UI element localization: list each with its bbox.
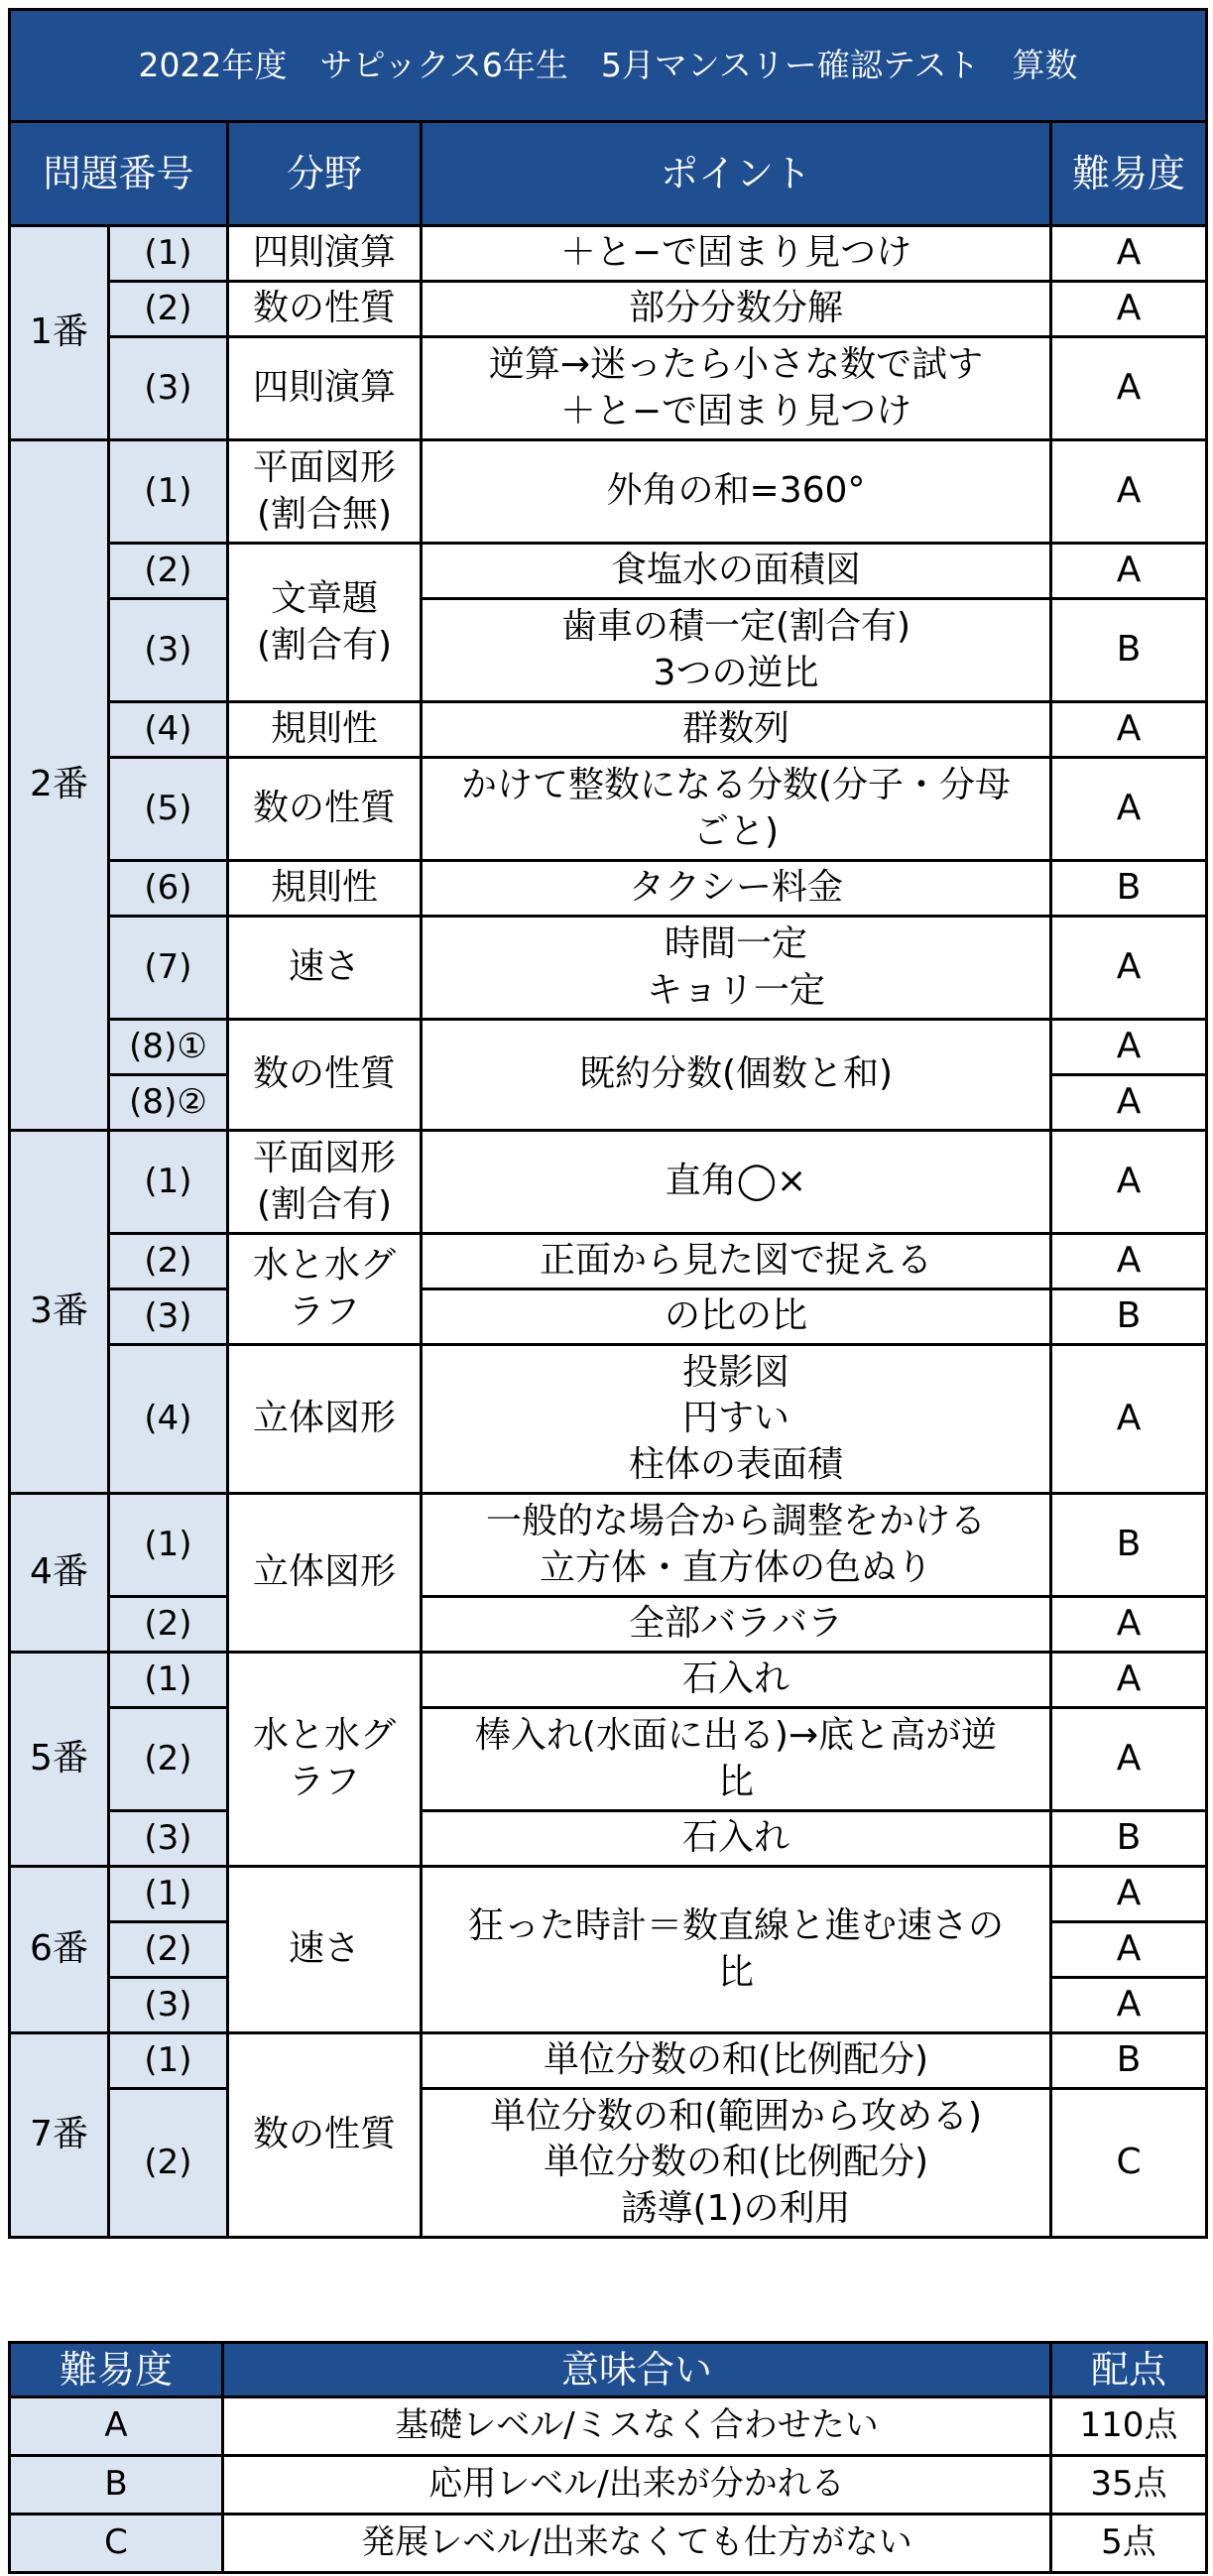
page-title: 2022年度 サピックス6年生 5月マンスリー確認テスト 算数 <box>10 10 1207 122</box>
field-cell: 数の性質 <box>228 2033 422 2238</box>
sub-number: (1) <box>109 1867 228 1922</box>
table-row <box>10 1494 1207 1597</box>
point-line: ＋と−で固まり見つけ <box>559 390 912 431</box>
point-cell <box>422 1867 1051 2033</box>
point-line: 食塩水の面積図 <box>610 550 861 591</box>
table-row <box>10 1020 1207 1075</box>
difficulty-cell: A <box>1051 1922 1207 1978</box>
section-label: 3番 <box>10 1131 109 1494</box>
sub-number: (3) <box>109 599 228 702</box>
difficulty-cell: A <box>1051 226 1207 282</box>
point-line: 比 <box>717 1761 754 1802</box>
table-row <box>10 1708 1207 1811</box>
sub-number: (8)② <box>109 1075 228 1131</box>
legend-header-meaning: 意味合い <box>223 2343 1051 2397</box>
point-line: 柱体の表面積 <box>628 1443 843 1485</box>
difficulty-legend-table <box>8 2341 1208 2574</box>
difficulty-cell: C <box>1051 2089 1207 2238</box>
point-cell <box>422 1597 1051 1653</box>
section-label: 2番 <box>10 440 109 1131</box>
field-cell <box>228 1653 422 1867</box>
section-label: 6番 <box>10 1867 109 2033</box>
point-line: 立方体・直方体の色ぬり <box>539 1546 932 1588</box>
difficulty-cell: B <box>1051 599 1207 702</box>
sub-number: (2) <box>109 2089 228 2238</box>
point-cell <box>422 544 1051 599</box>
section-label: 5番 <box>10 1653 109 1867</box>
point-line: 時間一定 <box>664 923 807 965</box>
sub-number: (1) <box>109 2033 228 2089</box>
difficulty-cell: A <box>1051 1345 1207 1494</box>
field-line: ラフ <box>288 1761 360 1802</box>
point-line: 群数列 <box>681 708 789 750</box>
field-line: ラフ <box>288 1290 360 1332</box>
point-line: 歯車の積一定(割合有) <box>560 606 911 648</box>
field-line: 水と水グ <box>252 1715 396 1757</box>
point-line: かけて整数になる分数(分子・分母 <box>460 765 1012 806</box>
legend-level: C <box>10 2515 223 2573</box>
point-cell <box>422 1811 1051 1867</box>
legend-meaning: 基礎レベル/ミスなく合わせたい <box>223 2397 1051 2456</box>
table-row <box>10 1597 1207 1653</box>
difficulty-cell: A <box>1051 1020 1207 1075</box>
difficulty-cell: A <box>1051 282 1207 337</box>
point-cell <box>422 1234 1051 1289</box>
field-cell: 速さ <box>228 1867 422 2033</box>
table-row <box>10 917 1207 1020</box>
problem-analysis-table <box>8 8 1208 2239</box>
legend-row <box>10 2515 1207 2573</box>
sub-number: (1) <box>109 1131 228 1234</box>
field-cell <box>228 440 422 544</box>
header-point: ポイント <box>422 122 1051 226</box>
field-cell: 数の性質 <box>228 282 422 337</box>
legend-header-points: 配点 <box>1051 2343 1207 2397</box>
difficulty-cell: A <box>1051 1075 1207 1131</box>
field-cell <box>228 1131 422 1234</box>
legend-row <box>10 2397 1207 2456</box>
field-cell: 数の性質 <box>228 758 422 861</box>
point-cell <box>422 1131 1051 1234</box>
table-row <box>10 758 1207 861</box>
point-cell <box>422 1020 1051 1131</box>
table-row <box>10 282 1207 337</box>
difficulty-cell: B <box>1051 861 1207 917</box>
point-line: 既約分数(個数と和) <box>578 1053 894 1095</box>
sub-number: (2) <box>109 1708 228 1811</box>
point-cell <box>422 1345 1051 1494</box>
point-cell <box>422 2089 1051 2238</box>
point-line: 部分分数分解 <box>628 288 843 329</box>
point-cell <box>422 917 1051 1020</box>
point-cell <box>422 1494 1051 1597</box>
point-line: 外角の和=360° <box>606 470 866 512</box>
sub-number: (2) <box>109 1234 228 1289</box>
difficulty-cell: B <box>1051 1811 1207 1867</box>
point-cell <box>422 226 1051 282</box>
point-line: 棒入れ(水面に出る)→底と高が逆 <box>474 1715 998 1757</box>
sub-number: (1) <box>109 440 228 544</box>
legend-meaning: 発展レベル/出来なくても仕方がない <box>223 2515 1051 2573</box>
difficulty-cell: A <box>1051 1708 1207 1811</box>
difficulty-cell: A <box>1051 1597 1207 1653</box>
sub-number: (3) <box>109 1289 228 1345</box>
sub-number: (7) <box>109 917 228 1020</box>
difficulty-cell: A <box>1051 702 1207 758</box>
table-row <box>10 2089 1207 2238</box>
point-cell <box>422 337 1051 440</box>
point-line: タクシー料金 <box>628 867 843 909</box>
field-line: 平面図形 <box>252 447 396 489</box>
header-number: 問題番号 <box>10 122 228 226</box>
field-cell: 規則性 <box>228 861 422 917</box>
point-line: 一般的な場合から調整をかける <box>485 1501 986 1542</box>
point-line: 単位分数の和(比例配分) <box>543 2142 929 2183</box>
legend-points: 5点 <box>1051 2515 1207 2573</box>
table-row <box>10 440 1207 544</box>
table-row <box>10 861 1207 917</box>
point-line: 比 <box>717 1951 754 1993</box>
field-line: (割合無) <box>256 493 393 535</box>
field-cell: 立体図形 <box>228 1494 422 1653</box>
section-label: 7番 <box>10 2033 109 2238</box>
point-cell <box>422 282 1051 337</box>
sub-number: (4) <box>109 702 228 758</box>
sub-number: (3) <box>109 1811 228 1867</box>
section-label: 1番 <box>10 226 109 440</box>
table-row <box>10 1653 1207 1708</box>
difficulty-cell: A <box>1051 544 1207 599</box>
table-row <box>10 1811 1207 1867</box>
sub-number: (3) <box>109 1978 228 2033</box>
table-row <box>10 702 1207 758</box>
legend-level: B <box>10 2456 223 2515</box>
table-row <box>10 1867 1207 1922</box>
difficulty-cell: B <box>1051 1494 1207 1597</box>
sub-number: (2) <box>109 1922 228 1978</box>
table-row <box>10 1131 1207 1234</box>
point-line: 石入れ <box>681 1658 789 1700</box>
field-cell: 規則性 <box>228 702 422 758</box>
difficulty-cell: A <box>1051 440 1207 544</box>
sub-number: (2) <box>109 1597 228 1653</box>
legend-points: 110点 <box>1051 2397 1207 2456</box>
field-line: 文章題 <box>270 578 378 620</box>
header-field: 分野 <box>228 122 422 226</box>
difficulty-cell: A <box>1051 337 1207 440</box>
legend-points: 35点 <box>1051 2456 1207 2515</box>
point-line: 全部バラバラ <box>628 1603 843 1645</box>
point-line: 逆算→迷ったら小さな数で試す <box>488 344 984 386</box>
point-line: キョリ一定 <box>646 969 825 1011</box>
legend-level: A <box>10 2397 223 2456</box>
table-row <box>10 599 1207 702</box>
table-row <box>10 337 1207 440</box>
point-line: 3つの逆比 <box>653 652 819 693</box>
sub-number: (1) <box>109 226 228 282</box>
difficulty-cell: B <box>1051 2033 1207 2089</box>
field-line: 水と水グ <box>252 1245 396 1287</box>
legend-header-difficulty: 難易度 <box>10 2343 223 2397</box>
sub-number: (5) <box>109 758 228 861</box>
point-line: 正面から見た図で捉える <box>539 1240 932 1282</box>
table-row <box>10 226 1207 282</box>
point-cell <box>422 1708 1051 1811</box>
difficulty-cell: A <box>1051 1653 1207 1708</box>
point-cell <box>422 861 1051 917</box>
field-cell: 速さ <box>228 917 422 1020</box>
difficulty-cell: A <box>1051 1234 1207 1289</box>
field-cell: 四則演算 <box>228 226 422 282</box>
sub-number: (3) <box>109 337 228 440</box>
header-difficulty: 難易度 <box>1051 122 1207 226</box>
table-row <box>10 544 1207 599</box>
point-line: 単位分数の和(比例配分) <box>543 2039 929 2081</box>
field-cell: 立体図形 <box>228 1345 422 1494</box>
difficulty-cell: A <box>1051 1978 1207 2033</box>
point-cell <box>422 702 1051 758</box>
point-cell <box>422 599 1051 702</box>
field-cell: 数の性質 <box>228 1020 422 1131</box>
sub-number: (2) <box>109 282 228 337</box>
sub-number: (2) <box>109 544 228 599</box>
point-line: 誘導(1)の利用 <box>621 2187 851 2229</box>
point-line: 投影図 <box>681 1352 789 1394</box>
field-line: (割合有) <box>256 1183 393 1225</box>
sub-number: (8)① <box>109 1020 228 1075</box>
field-cell <box>228 544 422 702</box>
difficulty-cell: A <box>1051 1867 1207 1922</box>
point-line: 狂った時計＝数直線と進む速さの <box>467 1905 1004 1947</box>
point-line: 単位分数の和(範囲から攻める) <box>489 2096 983 2138</box>
point-line: ごと) <box>692 810 780 852</box>
sub-number: (1) <box>109 1494 228 1597</box>
point-line: 直角◯× <box>665 1161 807 1202</box>
section-label: 4番 <box>10 1494 109 1653</box>
table-row <box>10 2033 1207 2089</box>
point-cell <box>422 1653 1051 1708</box>
table-row <box>10 1345 1207 1494</box>
difficulty-cell: A <box>1051 1131 1207 1234</box>
table-row <box>10 1234 1207 1289</box>
difficulty-cell: A <box>1051 758 1207 861</box>
point-cell <box>422 758 1051 861</box>
point-cell <box>422 1289 1051 1345</box>
sub-number: (6) <box>109 861 228 917</box>
difficulty-cell: A <box>1051 917 1207 1020</box>
point-line: 石入れ <box>681 1817 789 1859</box>
point-line: の比の比 <box>664 1295 807 1337</box>
table-row <box>10 1289 1207 1345</box>
field-cell: 四則演算 <box>228 337 422 440</box>
legend-row <box>10 2456 1207 2515</box>
difficulty-cell: B <box>1051 1289 1207 1345</box>
field-cell <box>228 1234 422 1345</box>
field-line: 平面図形 <box>252 1138 396 1179</box>
legend-meaning: 応用レベル/出来が分かれる <box>223 2456 1051 2515</box>
sub-number: (4) <box>109 1345 228 1494</box>
point-line: ＋と−で固まり見つけ <box>559 232 912 274</box>
point-cell <box>422 440 1051 544</box>
point-line: 円すい <box>681 1398 789 1439</box>
field-line: (割合有) <box>256 624 393 666</box>
point-cell <box>422 2033 1051 2089</box>
sub-number: (1) <box>109 1653 228 1708</box>
